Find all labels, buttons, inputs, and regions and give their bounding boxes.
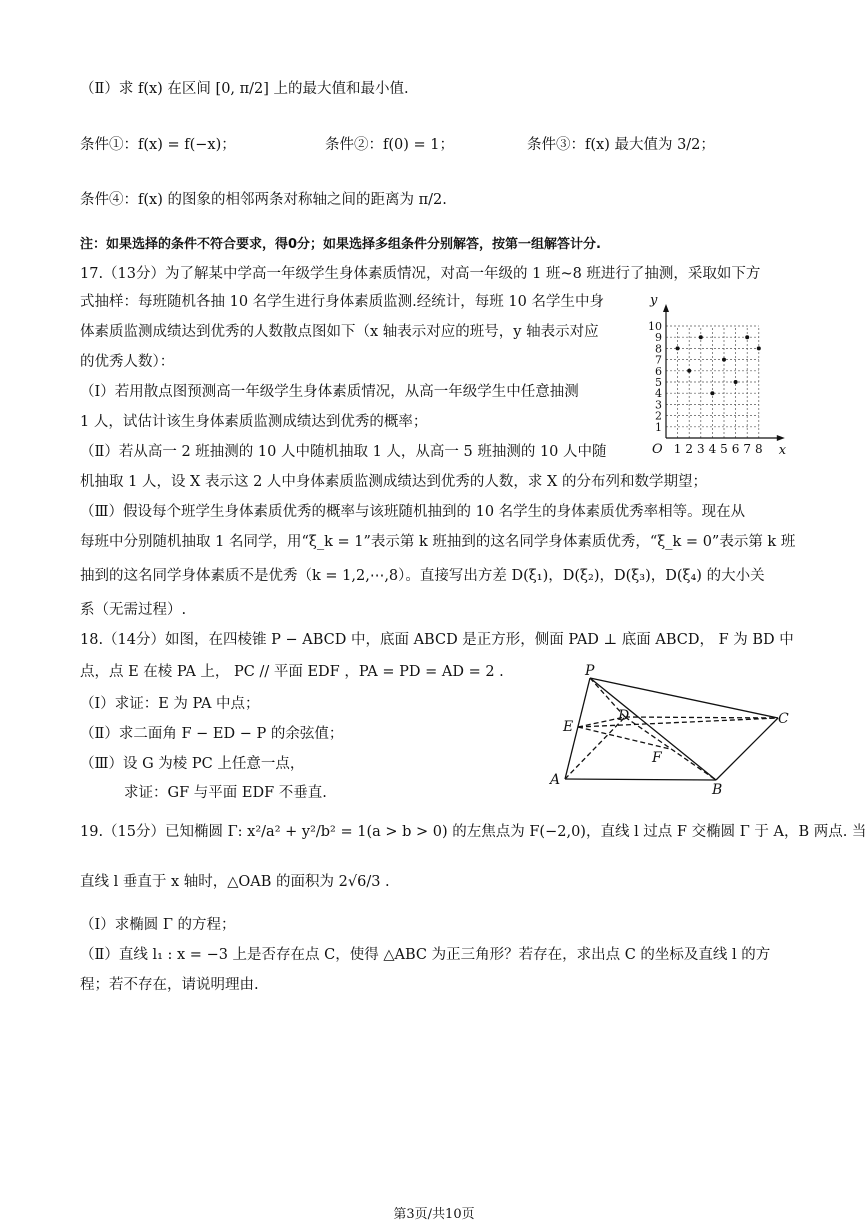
q17-line-12: 系（无需过程）. <box>80 602 187 618</box>
q17-line-7: （Ⅱ）若从高一 2 班抽测的 10 人中随机抽取 1 人，从高一 5 班抽测的 10 人中随 <box>80 444 607 460</box>
pyramid-figure <box>545 663 795 803</box>
q17-line-4: 的优秀人数）： <box>80 354 175 370</box>
y-tick-label: 3 <box>655 398 662 412</box>
q16-condition-4: 条件④：f(x) 的图象的相邻两条对称轴之间的距离为 π/2. <box>80 192 447 208</box>
x-tick-label: 4 <box>708 442 717 456</box>
x-axis-label: x <box>778 443 787 458</box>
q19-line-4: （Ⅱ）直线 l₁ : x = −3 上是否存在点 C，使得 △ABC 为正三角形？若存在，求出点 C 的坐标及直线 l 的方 <box>80 947 771 963</box>
q18-line-6: 求证：GF 与平面 EDF 不垂直. <box>124 785 327 801</box>
scatter-point <box>687 369 691 373</box>
q17-line-1: 17.（13分）为了解某中学高一年级学生身体素质情况，对高一年级的 1 班~8 班进行了抽测，采取如下方 <box>80 266 761 282</box>
q16-condition-2: 条件②：f(0) = 1； <box>325 137 454 153</box>
q18-line-2: 点，点 E 在棱 PA 上， PC // 平面 EDF ，PA = PD = AD = 2 . <box>80 664 504 680</box>
label-p: P <box>585 663 595 679</box>
scatter-point <box>710 391 714 395</box>
y-tick-label: 8 <box>655 342 662 356</box>
label-a: A <box>550 772 561 788</box>
y-axis-arrow <box>663 304 669 312</box>
x-axis-arrow <box>777 435 785 441</box>
edge-bc <box>716 718 778 780</box>
scatter-point <box>722 358 726 362</box>
y-tick-label: 9 <box>655 331 662 345</box>
x-tick-label: 3 <box>696 442 705 456</box>
q17-line-9: （Ⅲ）假设每个班学生身体素质优秀的概率与该班随机抽到的 10 名学生的身体素质优秀率相等。现在从 <box>80 504 746 520</box>
edge-ab <box>565 779 716 780</box>
q19-line-2: 直线 l 垂直于 x 轴时，△OAB 的面积为 2√6/3 . <box>80 874 390 890</box>
y-tick-label: 2 <box>655 409 662 423</box>
q19-line-3: （Ⅰ）求椭圆 Γ 的方程； <box>80 917 236 933</box>
label-f: F <box>652 750 662 766</box>
x-tick-label: 8 <box>754 442 763 456</box>
y-tick-label: 5 <box>655 376 662 389</box>
q16-note: 注：如果选择的条件不符合要求，得0分；如果选择多组条件分别解答，按第一组解答计分. <box>80 237 601 252</box>
label-b: B <box>712 782 723 798</box>
x-tick-label: 6 <box>731 442 740 456</box>
x-tick-label: 1 <box>673 442 682 456</box>
scatter-point <box>757 346 761 350</box>
segment-ef <box>578 727 670 749</box>
label-c: C <box>778 711 789 727</box>
q19-line-1: 19.（15分）已知椭圆 Γ: x²/a² + y²/b² = 1(a > b > 0) 的左焦点为 F(−2,0)，直线 l 过点 F 交椭圆 Γ 于 A，B 两点. 当 <box>80 824 867 840</box>
x-tick-label: 2 <box>685 442 694 456</box>
q19-line-5: 程；若不存在，请说明理由. <box>80 977 259 993</box>
y-tick-label: 4 <box>655 387 662 401</box>
scatter-point <box>699 335 703 339</box>
scatter-point <box>734 380 738 384</box>
y-tick-label: 10 <box>648 320 662 333</box>
q17-line-2: 式抽样：每班随机各抽 10 名学生进行身体素质监测.经统计，每班 10 名学生中身 <box>80 294 604 310</box>
origin-label: O <box>652 442 663 457</box>
q17-line-5: （Ⅰ）若用散点图预测高一年级学生身体素质情况，从高一年级学生中任意抽测 <box>80 384 579 400</box>
label-d: D <box>618 708 630 724</box>
q16-condition-3: 条件③：f(x) 最大值为 3/2； <box>527 137 715 153</box>
y-axis-label: y <box>650 293 658 308</box>
segment-ec <box>578 718 778 727</box>
page-footer: 第3页/共10页 <box>393 1207 475 1222</box>
scatter-point <box>676 346 680 350</box>
x-tick-label: 7 <box>743 442 752 456</box>
q17-line-11: 抽到的这名同学身体素质不是优秀（k = 1,2,⋯,8）。直接写出方差 D(ξ₁)，D(ξ₂)，D(ξ₃)，D(ξ₄) 的大小关 <box>80 568 765 584</box>
q16-part2: （Ⅱ）求 f(x) 在区间 [0, π/2] 上的最大值和最小值. <box>80 81 409 97</box>
y-tick-label: 7 <box>655 353 662 367</box>
x-tick-label: 5 <box>720 442 728 456</box>
scatter-chart <box>640 288 790 458</box>
y-tick-label: 6 <box>655 364 662 378</box>
q18-line-4: （Ⅱ）求二面角 F − ED − P 的余弦值； <box>80 726 344 742</box>
q17-line-3: 体素质监测成绩达到优秀的人数散点图如下（x 轴表示对应的班号，y 轴表示对应 <box>80 324 599 340</box>
y-tick-label: 1 <box>655 420 662 434</box>
q18-line-5: （Ⅲ）设 G 为棱 PC 上任意一点， <box>80 756 305 772</box>
label-e: E <box>563 719 574 735</box>
edge-db <box>625 717 716 780</box>
edge-dc <box>625 717 778 718</box>
q17-line-8: 机抽取 1 人，设 X 表示这 2 人中身体素质监测成绩达到优秀的人数，求 X 的分布列和数学期望； <box>80 474 707 490</box>
q17-line-10: 每班中分别随机抽取 1 名同学，用“ξ_k = 1”表示第 k 班抽到的这名同学身体素质优秀，“ξ_k = 0”表示第 k 班 <box>80 534 796 550</box>
q17-line-6: 1 人，试估计该生身体素质监测成绩达到优秀的概率； <box>80 414 428 430</box>
q16-condition-1: 条件①：f(x) = f(−x)； <box>80 137 236 153</box>
scatter-point <box>745 335 749 339</box>
q18-line-3: （Ⅰ）求证：E 为 PA 中点； <box>80 696 260 712</box>
q18-line-1: 18.（14分）如图，在四棱锥 P − ABCD 中，底面 ABCD 是正方形，侧面 PAD ⊥ 底面 ABCD， F 为 BD 中 <box>80 632 794 648</box>
